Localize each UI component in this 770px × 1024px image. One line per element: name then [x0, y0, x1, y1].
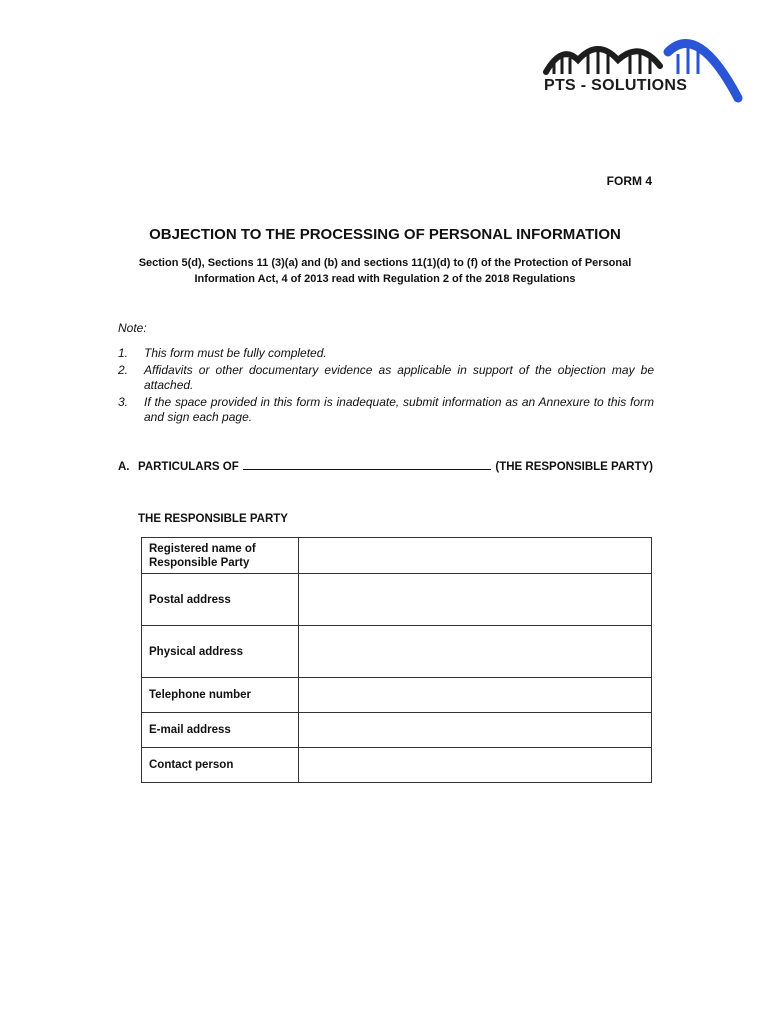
physical-address-field[interactable]: [299, 626, 652, 678]
email-field[interactable]: [299, 713, 652, 748]
logo-text: PTS - SOLUTIONS: [544, 77, 688, 94]
note-label: Note:: [118, 321, 147, 335]
row-label: E-mail address: [142, 713, 299, 748]
responsible-party-heading: THE RESPONSIBLE PARTY: [138, 513, 288, 525]
section-suffix: (THE RESPONSIBLE PARTY): [495, 461, 653, 473]
row-label: Physical address: [142, 626, 299, 678]
responsible-party-table: [141, 537, 652, 783]
section-letter: A.: [118, 461, 130, 473]
table-row: [142, 678, 652, 713]
table-row: [142, 538, 652, 574]
particulars-of-blank[interactable]: [243, 461, 492, 470]
note-item: 1. This form must be fully completed.: [118, 346, 327, 360]
table-row: [142, 574, 652, 626]
page-title: OBJECTION TO THE PROCESSING OF PERSONAL INFORMATION: [149, 226, 621, 243]
section-a-heading: [118, 461, 653, 473]
section-prefix: PARTICULARS OF: [138, 461, 239, 473]
note-list: [118, 346, 654, 427]
contact-person-field[interactable]: [299, 748, 652, 783]
telephone-field[interactable]: [299, 678, 652, 713]
row-label: Contact person: [142, 748, 299, 783]
note-item: 3. If the space provided in this form is inadequate, submit information as an Annexure to this form and sign each page.: [118, 394, 654, 424]
postal-address-field[interactable]: [299, 574, 652, 626]
row-label: Telephone number: [142, 678, 299, 713]
note-item: 2. Affidavits or other documentary evidence as applicable in support of the objection may be attached.: [118, 362, 654, 392]
form-number: FORM 4: [606, 174, 652, 188]
page-subtitle: Section 5(d), Sections 11 (3)(a) and (b) and sections 11(1)(d) to (f) of the Protection of Personal Information Act, 4 of 2013 read with Regulation 2 of the 2018 Regulations: [138, 257, 632, 285]
table-row: [142, 713, 652, 748]
row-label: Postal address: [142, 574, 299, 626]
table-row: [142, 748, 652, 783]
table-row: [142, 626, 652, 678]
row-label: Registered name of Responsible Party: [142, 538, 299, 574]
registered-name-field[interactable]: [299, 538, 652, 574]
